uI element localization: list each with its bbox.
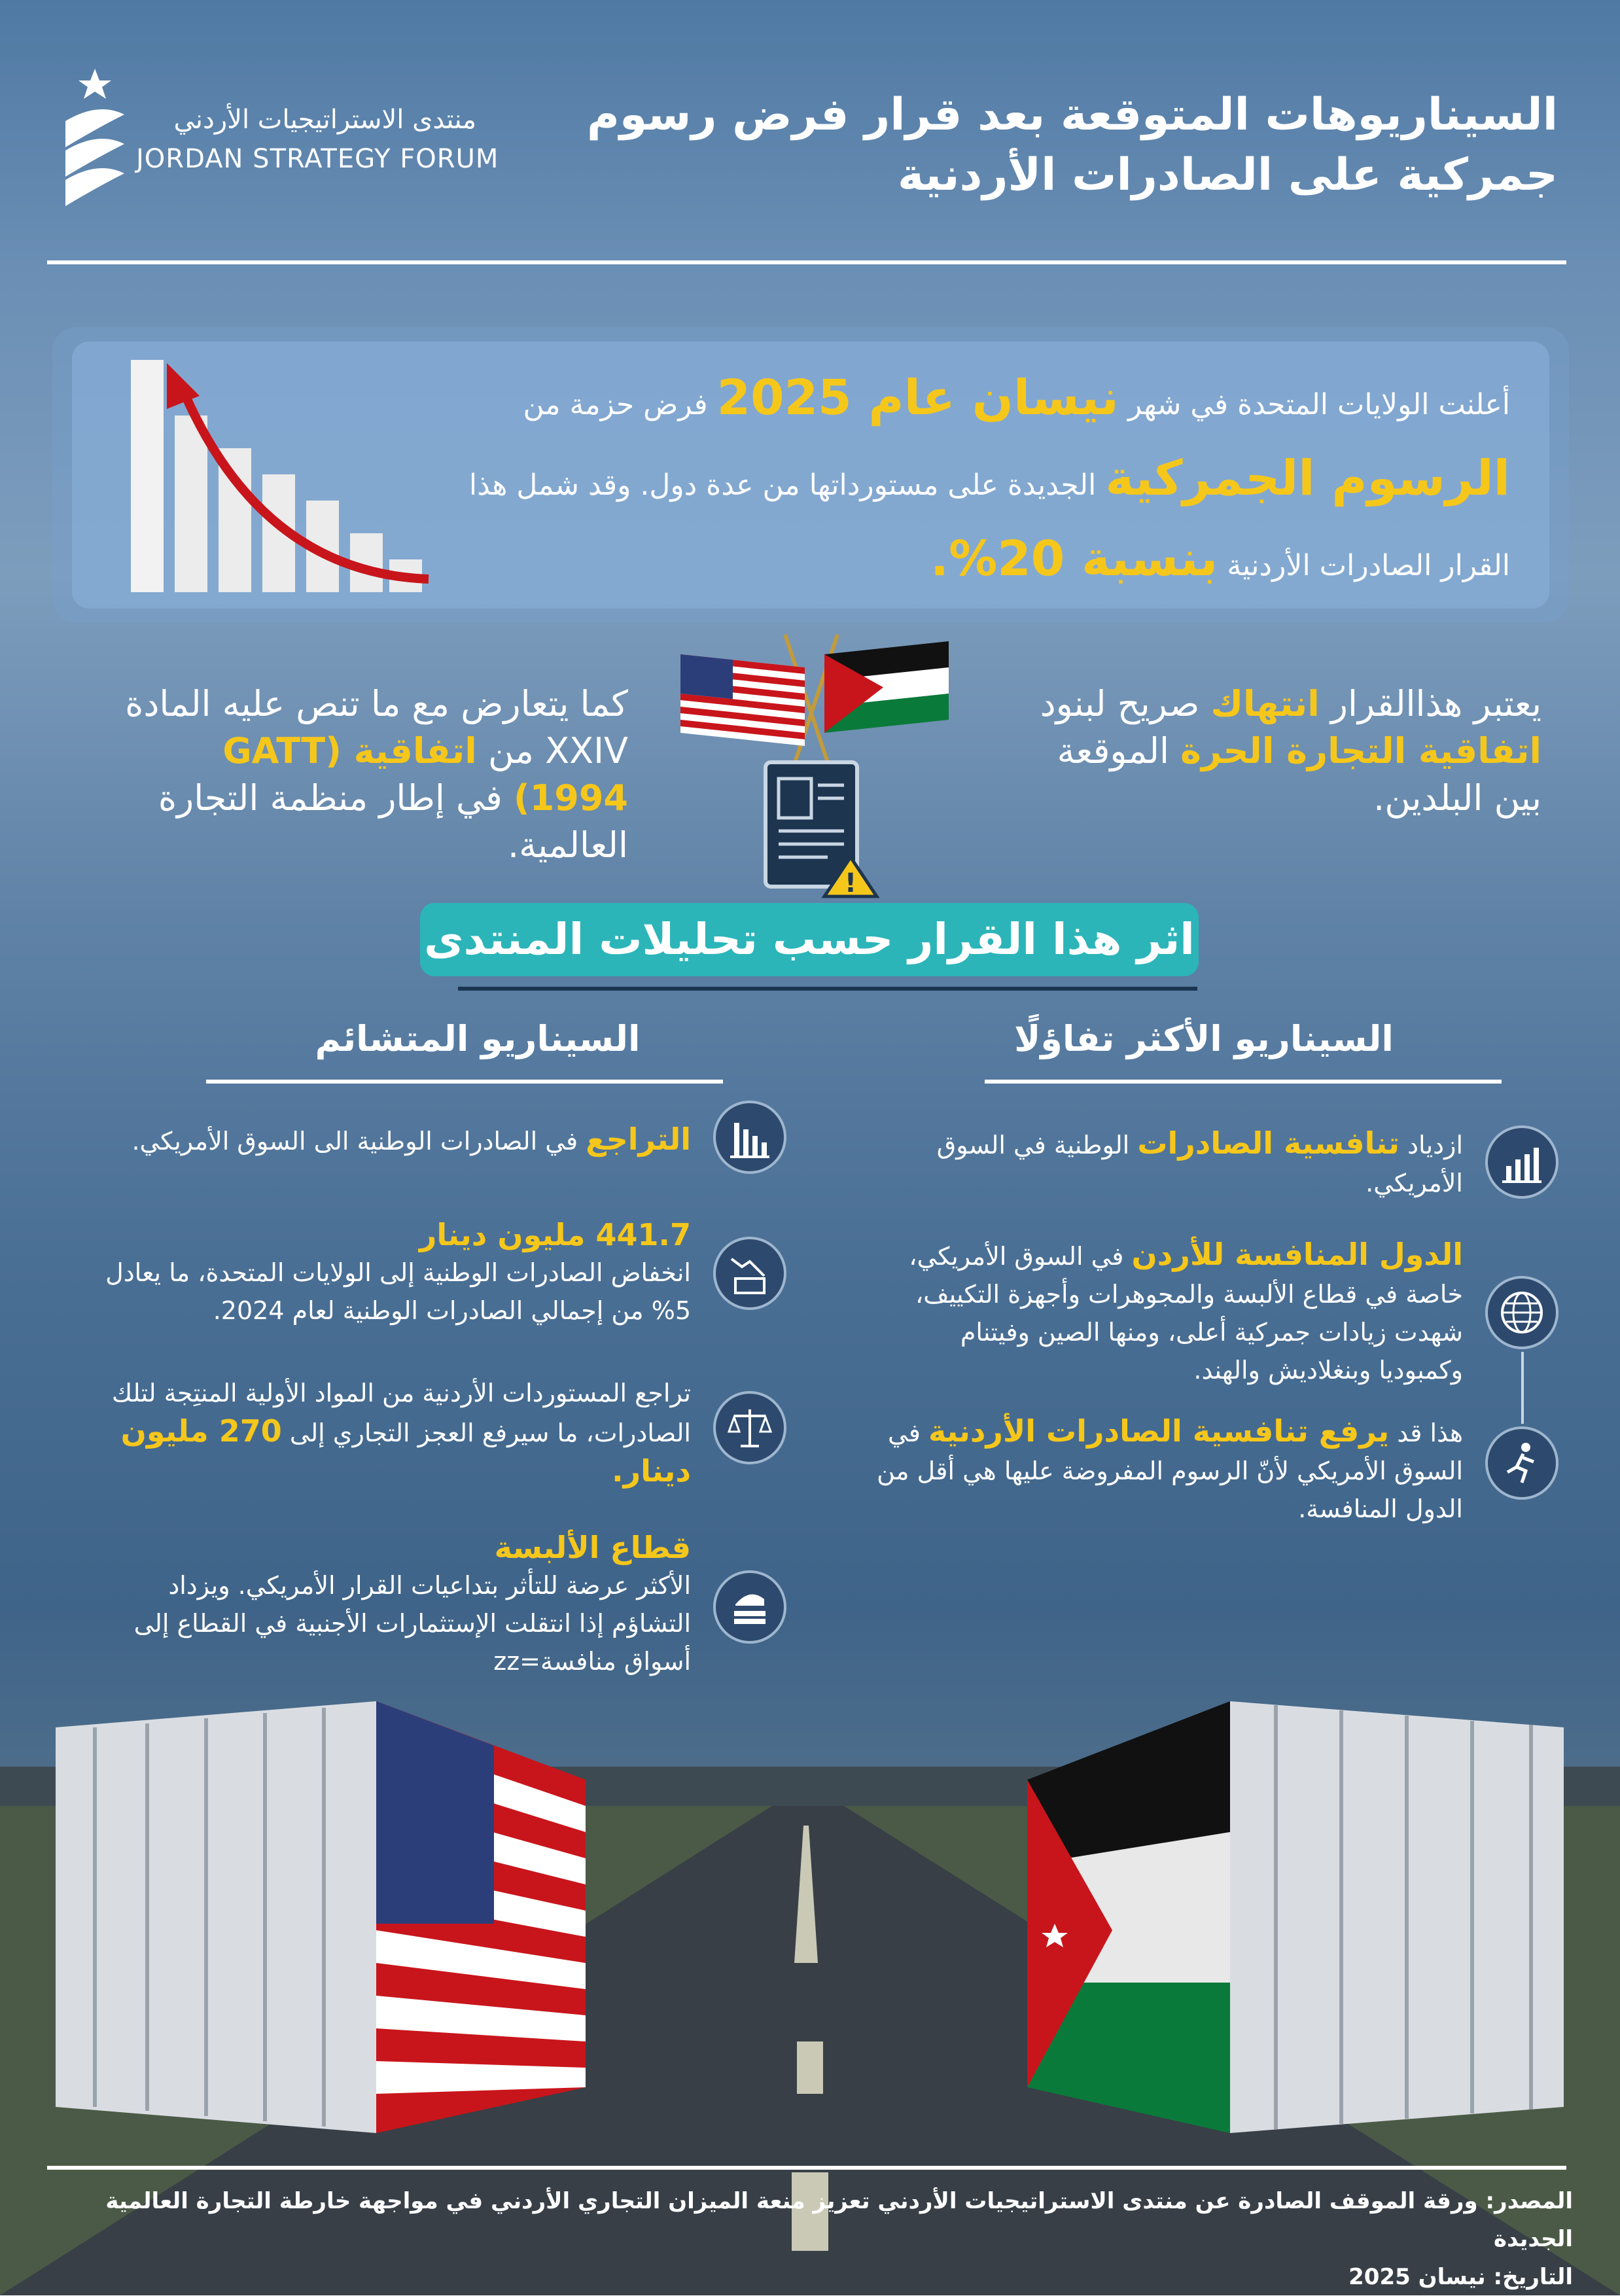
pessimistic-item-4-text: الأكثر عرضة للتأثر بتداعيات القرار الأمريكي. ويزداد التشاؤم إذا انتقلت الإستثمارات الأجنبية في القطاع إلى أسواق منافسة=zz: [133, 1571, 691, 1676]
us-flag-container: [56, 1701, 586, 2133]
intro-highlight-date: نيسان عام 2025: [716, 370, 1119, 426]
intro-text-2: الجديدة على مستورداتها من عدة دول. وقد شمل هذا: [468, 468, 1097, 502]
header-divider: [47, 260, 1566, 264]
statement-right-text-1: يعتبر هذاالقرار: [1330, 683, 1541, 724]
svg-text:!: !: [844, 868, 857, 898]
intro-line-3: [385, 522, 1510, 603]
impact-title: اثر هذا القرار حسب تحليلات المنتدى: [424, 914, 1195, 964]
intro-line-2: [385, 442, 1510, 522]
pessimistic-item-3-text: تراجع المستوردات الأردنية من المواد الأولية المنتِجة لتلك الصادرات، ما سيرفع العجز التجاري إلى: [111, 1379, 691, 1447]
optimistic-item-3-pre: هذا قد: [1397, 1419, 1463, 1447]
title-line-1: السيناريوهات المتوقعة بعد قرار فرض رسوم: [586, 89, 1558, 141]
page-title: [576, 85, 1558, 205]
optimistic-item-3-text: في السوق الأمريكي لأنّ الرسوم المفروضة عليها هي أقل من الدول المنافسة.: [877, 1419, 1463, 1523]
logo-english-text: JORDAN STRATEGY FORUM: [136, 144, 499, 174]
statement-left: [105, 680, 628, 869]
running-person-icon: [1485, 1426, 1558, 1500]
pessimistic-item-1-highlight: التراجع: [586, 1122, 691, 1157]
fabric-iron-icon: [713, 1570, 786, 1644]
pessimistic-item-3-highlight: 270 مليون دينار.: [120, 1413, 691, 1489]
intro-line-1: [385, 361, 1510, 442]
intro-text-1-end: فرض حزمة من: [523, 388, 708, 421]
footer-divider: [47, 2166, 1566, 2170]
crossed-flags-icon: [667, 628, 955, 779]
statement-right-highlight-2: اتفاقية التجارة الحرة: [1180, 730, 1541, 771]
impact-underline: [458, 987, 1197, 991]
optimistic-divider: [985, 1080, 1502, 1084]
optimistic-item-1-pre: ازدياد: [1407, 1131, 1463, 1159]
optimistic-scenario-title: السيناريو الأكثر تفاؤلًا: [1014, 1018, 1394, 1059]
optimistic-item-2: [874, 1235, 1463, 1389]
optimistic-item-2-text: في السوق الأمريكي، خاصة في قطاع الألبسة والمجوهرات وأجهزة التكييف، شهدت زيادات جمركية أعلى، ومنها الصين وفيتنام وكمبوديا وبنغلاديش والهند.: [909, 1242, 1463, 1385]
pessimistic-divider: [206, 1080, 723, 1084]
jordan-flag-container: [1027, 1701, 1564, 2133]
globe-icon: [1485, 1276, 1558, 1349]
statement-right-text-3: الموقعة بين البلدين.: [1057, 730, 1541, 819]
optimistic-item-3-highlight: يرفع تنافسية الصادرات الأردنية: [928, 1413, 1390, 1449]
statement-left-text-2: في إطار منظمة التجارة العالمية.: [158, 777, 628, 866]
pessimistic-item-1: [102, 1120, 691, 1160]
intro-paragraph: [385, 361, 1510, 603]
document-warning-icon: [762, 759, 880, 900]
pessimistic-item-4-highlight: قطاع الألبسة: [494, 1530, 691, 1565]
falling-chart-icon: [713, 1101, 786, 1174]
footer-date: التاريخ: نيسان 2025: [1348, 2264, 1573, 2290]
statement-right-text-2: صريح لبنود: [1040, 683, 1200, 724]
optimistic-item-3: [874, 1412, 1463, 1528]
intro-highlight-percent: بنسبة 20%.: [930, 531, 1218, 587]
footer-source: المصدر: ورقة الموقف الصادرة عن منتدى الاستراتيجيات الأردني تعزيز منعة الميزان التجاري الأردني في مواجهة خارطة التجارة العالمية الجديدة: [105, 2188, 1573, 2252]
declining-container-icon: [713, 1237, 786, 1310]
pessimistic-item-2: [102, 1216, 691, 1330]
intro-highlight-tariffs: الرسوم الجمركية: [1105, 450, 1510, 506]
optimistic-item-1-text: الوطنية في السوق الأمريكي.: [936, 1131, 1463, 1197]
title-line-2: جمركية على الصادرات الأردنية: [897, 149, 1558, 201]
footer: [42, 2182, 1573, 2296]
statement-right: [1018, 680, 1541, 822]
optimistic-item-1: [874, 1124, 1463, 1202]
optimistic-item-2-highlight: الدول المنافسة للأردن: [1131, 1237, 1463, 1272]
statement-left-text-1: كما يتعارض مع ما تنص عليه المادة XXIV من: [125, 683, 628, 771]
pessimistic-item-3: [102, 1374, 691, 1492]
optimistic-item-1-highlight: تنافسية الصادرات: [1137, 1125, 1400, 1161]
pessimistic-item-2-text: انخفاض الصادرات الوطنية إلى الولايات المتحدة، ما يعادل 5% من إجمالي الصادرات الوطنية لعام 2024.: [105, 1258, 691, 1325]
rising-chart-icon: [1485, 1125, 1558, 1199]
connector-line: [1521, 1352, 1524, 1424]
intro-text-3: القرار الصادرات الأردنية: [1227, 549, 1510, 582]
pessimistic-scenario-title: السيناريو المتشائم: [315, 1018, 641, 1059]
intro-text-1: أعلنت الولايات المتحدة في شهر: [1127, 388, 1510, 421]
logo-arabic-text: منتدى الاستراتيجيات الأردني: [173, 105, 476, 135]
pessimistic-item-1-text: في الصادرات الوطنية الى السوق الأمريكي.: [132, 1127, 578, 1156]
forum-logo-icon: [59, 69, 131, 219]
statement-right-highlight-1: انتهاك: [1210, 683, 1320, 724]
scales-icon: [713, 1391, 786, 1464]
pessimistic-item-2-highlight: 441.7 مليون دينار: [419, 1217, 691, 1252]
statement-left-highlight: اتفاقية (GATT 1994): [222, 730, 628, 819]
pessimistic-item-4: [102, 1528, 691, 1680]
